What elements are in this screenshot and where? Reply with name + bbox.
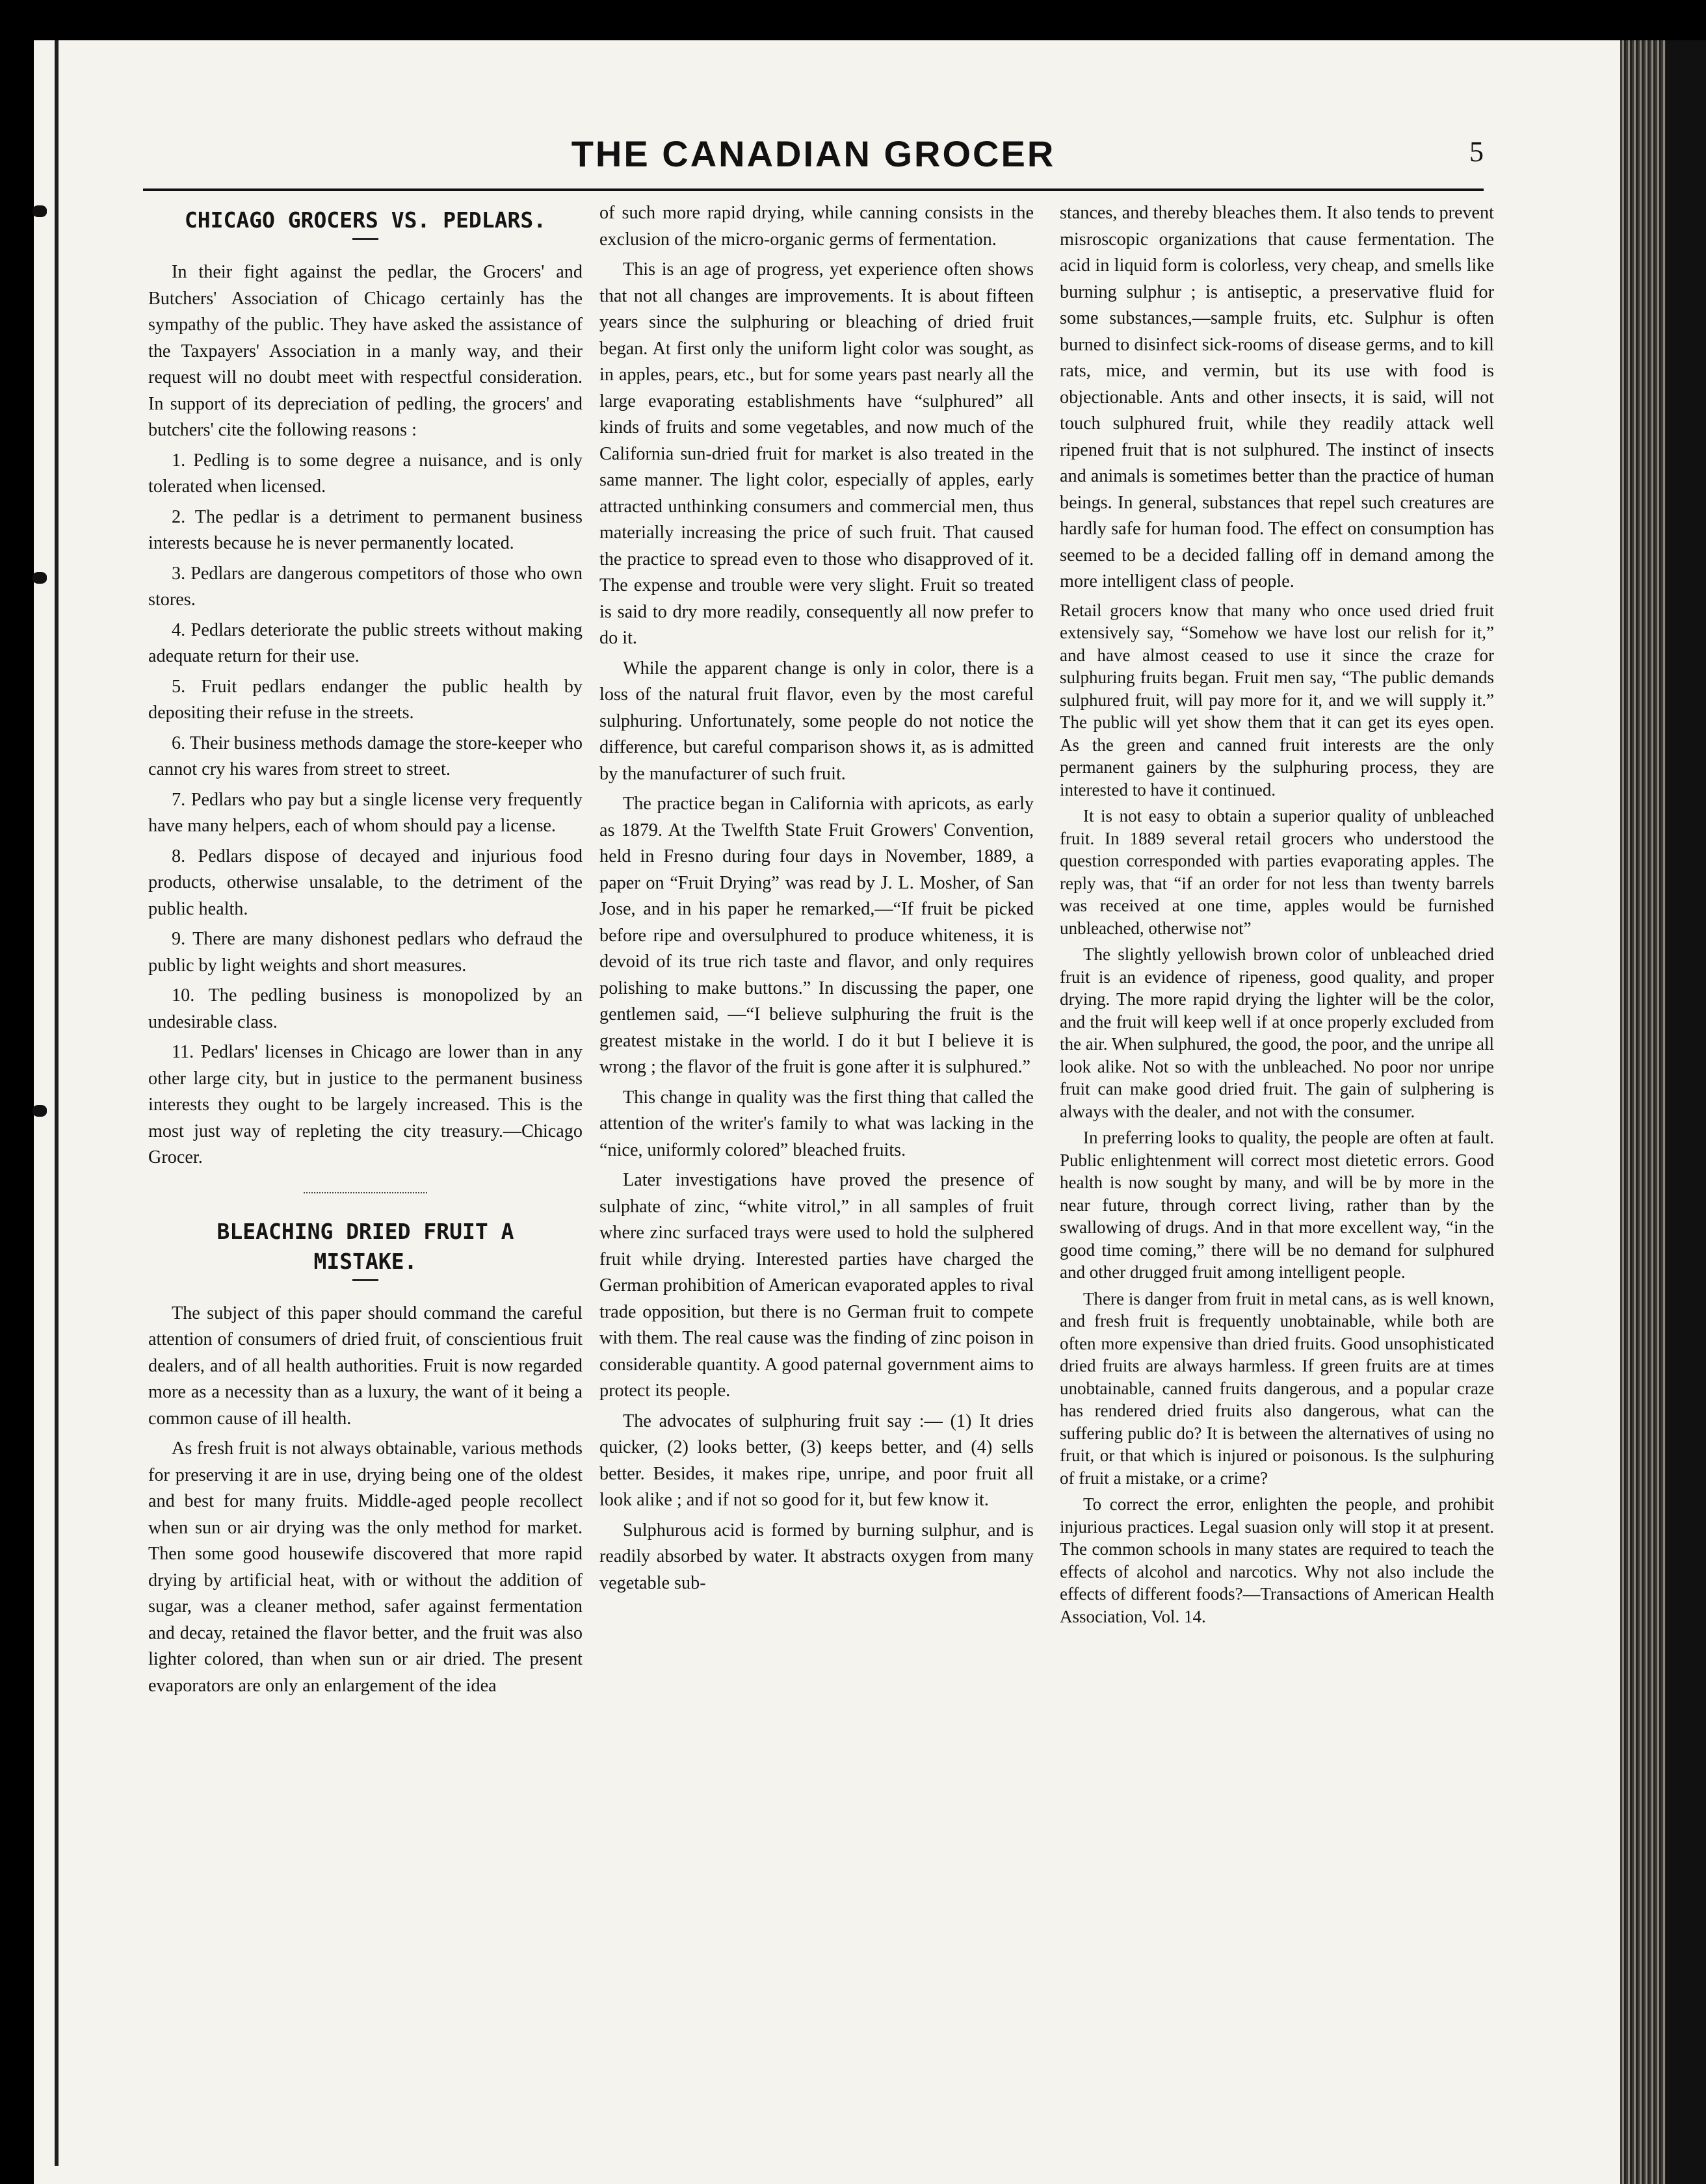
reason-item: 2. The pedlar is a detriment to permanent business interests because he is never permanently located. (148, 506, 583, 553)
article-paragraph: The slightly yellowish brown color of unbleached dried fruit is an evidence of ripeness, good quality, and proper drying. The more rapid drying the lighter will be the color, and the fruit will keep well if at once properly excluded from the air. When sulphured, the good, the poor, and the unripe all look alike. Not so with the unbleached. No poor nor unripe fruit can make good dried fruit. The gain of sulphering is always with the dealer, and not with the consumer. (1060, 944, 1494, 1121)
reason-item: 6. Their business methods damage the store-keeper who cannot cry his wares from street to street. (148, 733, 583, 779)
header-rule (143, 188, 1484, 191)
article-paragraph: As fresh fruit is not always obtainable, various methods for preserving it are in use, drying being one of the oldest and best for many fruits. Middle-aged people recollect when sun or air drying was the only method for market. Then some good housewife discovered that more rapid drying by artificial heat, with or without the addition of sugar, was a cleaner method, safer against fermentation and decay, retained the flavor better, and the fruit was also lighter colored, than when sun or air dried. The present evaporators are only an enlargement of the idea (148, 1438, 583, 1696)
article-paragraph: Sulphurous acid is formed by burning sulphur, and is readily absorbed by water. It abstracts oxygen from many vegetable sub- (599, 1520, 1034, 1593)
article-paragraph: There is danger from fruit in metal cans, as is well known, and fresh fruit is frequently unobtainable, while both are often more expensive than dried fruits. Good unsophisticated dried fruits are always harmless. If green fruits are at times unobtainable, canned fruits dangerous, and a popular craze has rendered dried fruits also dangerous, what can the suffering public do? It is between the alternatives of using no fruit, or that which is injured or poisonous. Is the sulphuring of fruit a mistake, or a crime? (1060, 1288, 1494, 1488)
reason-item: 11. Pedlars' licenses in Chicago are lower than in any other large city, but in justice to the permanent business interests they ought to be largely increased. This is the most just way of repleting the city treasury.—Chicago Grocer. (148, 1042, 583, 1167)
article-paragraph: While the apparent change is only in color, there is a loss of the natural fruit flavor, even by the most careful sulphuring. Unfortunately, some people do not notice the difference, but careful comparison shows it, as is admitted by the manufacturer of such fruit. (599, 658, 1034, 784)
article-paragraph: of such more rapid drying, while canning consists in the exclusion of the micro-organic germs of fermentation. (599, 203, 1034, 250)
reason-item: 3. Pedlars are dangerous competitors of those who own stores. (148, 563, 583, 610)
reason-item: 7. Pedlars who pay but a single license very frequently have many helpers, each of whom should pay a license. (148, 789, 583, 836)
article-paragraph: stances, and thereby bleaches them. It also tends to prevent misroscopic organizations that cause fermentation. The acid in liquid form is colorless, very cheap, and smells like burning sulphur ; is antiseptic, a preservative fluid for some substances,—sample fruits, etc. Sulphur is often burned to disinfect sick-rooms of disease germs, and to kill rats, mice, and vermin, but its use with food is objectionable. Ants and other insects, it is said, will not touch sulphured fruit, while they readily attack well ripened fruit that is not sulphured. The instinct of insects and animals is sometimes better than the practice of human beings. In general, substances that repel such creatures are hardly safe for human food. The effect on consumption has seemed to be a decided falling off in demand among the more intelligent class of people. (1060, 203, 1494, 592)
article-paragraph: The practice began in California with apricots, as early as 1879. At the Twelfth State Fruit Growers' Convention, held in Fresno during four days in November, 1889, a paper on “Fruit Drying” was read by J. L. Mosher, of San Jose, and in his paper he remarked,—“If fruit be picked before ripe and oversulphured to produce whiteness, it is devoid of its true rich taste and flavor, and only requires polishing to make buttons.” In discussing the paper, one gentlemen said, —“I believe sulphuring the fruit is the greatest mistake in the world. I do it but I believe it is wrong ; the flavor of the fruit is gone after it is sulphured.” (599, 794, 1034, 1077)
article-paragraph: In preferring looks to quality, the people are often at fault. Public enlightenment will correct most dietetic errors. Good health is now sought by many, and will be by more in the near future, through correct living, rather than by the swallowing of drugs. And in that more excellent way, “in the good time coming,” there will be no demand for sulphured and other drugged fruit among intelligent people. (1060, 1128, 1494, 1282)
article-paragraph: In their fight against the pedlar, the Grocers' and Butchers' Association of Chicago certainly has the sympathy of the public. They have asked the assistance of the Taxpayers' Association in a manly way, and their request will no doubt meet with respectful consideration. In support of its depreciation of pedling, the grocers' and butchers' cite the following reasons : (148, 262, 583, 440)
article-paragraph: This change in quality was the first thing that called the attention of the writer's family to what was lacking in the “nice, uniformly colored” bleached fruits. (599, 1087, 1034, 1160)
column-1 (148, 200, 583, 1703)
article-paragraph: This is an age of progress, yet experience often shows that not all changes are improvements. It is about fifteen years since the sulphuring or bleaching of dried fruit began. At first only the uniform light color was sought, as in apples, pears, etc., but for some years past nearly all the large evaporating establishments have “sulphured” all kinds of fruits and some vegetables, and now much of the California sun-dried fruit for market is also treated in the same manner. The light color, especially of apples, early attracted unthinking consumers and commercial men, thus materially increasing the price of such fruit. That caused the practice to spread even to those who disapproved of it. The expense and trouble were very slight. Fruit so treated is said to dry more readily, consequently all now prefer to do it. (599, 259, 1034, 648)
column-2 (599, 200, 1034, 1600)
page-header (143, 133, 1484, 185)
binding-tack (33, 205, 47, 217)
headline-dash (352, 1279, 378, 1281)
article-paragraph: To correct the error, enlighten the people, and prohibit injurious practices. Legal suasion only will stop it at present. The common schools in many states are required to teach the effects of alcohol and narcotics. Why not also include the effects of different foods?—Transactions of American Health Association, Vol. 14. (1060, 1494, 1494, 1626)
reason-item: 8. Pedlars dispose of decayed and injurious food products, otherwise unsalable, to the detriment of the public health. (148, 846, 583, 919)
article-headline-chicago: CHICAGO GROCERS VS. PEDLARS. (184, 207, 547, 233)
book-spine (1620, 40, 1666, 2184)
publication-title: THE CANADIAN GROCER (571, 133, 1056, 174)
article-paragraph: Later investigations have proved the presence of sulphate of zinc, “white vitrol,” in all samples of fruit where zinc surfaced trays were used to hold the sulphered fruit while drying. Interested parties have charged the German prohibition of American evaporated apples to rival trade opposition, but there is no German fruit to compete with them. The real cause was the finding of zinc poison in considerable quantity. A good paternal government aims to protect its people. (599, 1170, 1034, 1401)
article-paragraph: Retail grocers know that many who once used dried fruit extensively say, “Somehow we have lost our relish for it,” and have almost ceased to use it since the craze for sulphuring fruits began. Fruit men say, “The public demands sulphured fruit, will pay more for it, and we will supply it.” The public will yet show them that it can get its eyes open. As the green and canned fruit interests are the only permanent gainers by the sulphuring process, they are interested to have it continued. (1060, 600, 1494, 800)
reason-item: 4. Pedlars deteriorate the public streets without making adequate return for their use. (148, 619, 583, 666)
reason-item: 10. The pedling business is monopolized by an undesirable class. (148, 985, 583, 1032)
headline-line: BLEACHING DRIED FRUIT A (217, 1218, 514, 1244)
article-paragraph: It is not easy to obtain a superior quality of unbleached fruit. In 1889 several retail grocers who understood the question corresponded with parties evaporating apples. The reply was, that “if an order for not less than twenty barrels was received at one time, apples would be furnished unbleached, otherwise not” (1060, 806, 1494, 938)
article-separator (304, 1192, 427, 1195)
article-headline-bleaching (148, 1217, 583, 1277)
headline-line: MISTAKE. (313, 1248, 417, 1274)
article-paragraph: The subject of this paper should command the careful attention of consumers of dried fruit, of conscientious fruit dealers, and of all health authorities. Fruit is now regarded more as a necessity than as a luxury, the want of it being a common cause of ill health. (148, 1303, 583, 1429)
binding-line (55, 40, 59, 2166)
article-paragraph: The advocates of sulphuring fruit say :— (1) It dries quicker, (2) looks better, (3) keeps better, and (4) sells better. Besides, it makes ripe, unripe, and poor fruit all look alike ; and if not so good for it, but few know it. (599, 1410, 1034, 1510)
book-edge (1666, 40, 1706, 2184)
page-number: 5 (1469, 136, 1484, 168)
reason-item: 9. There are many dishonest pedlars who defraud the public by light weights and short measures. (148, 929, 583, 976)
reason-item: 5. Fruit pedlars endanger the public health by depositing their refuse in the streets. (148, 676, 583, 723)
column-3 (1060, 200, 1494, 1632)
headline-dash (352, 238, 378, 240)
binding-tack (33, 1105, 47, 1117)
reason-item: 1. Pedling is to some degree a nuisance, and is only tolerated when licensed. (148, 450, 583, 497)
binding-tack (33, 572, 47, 584)
